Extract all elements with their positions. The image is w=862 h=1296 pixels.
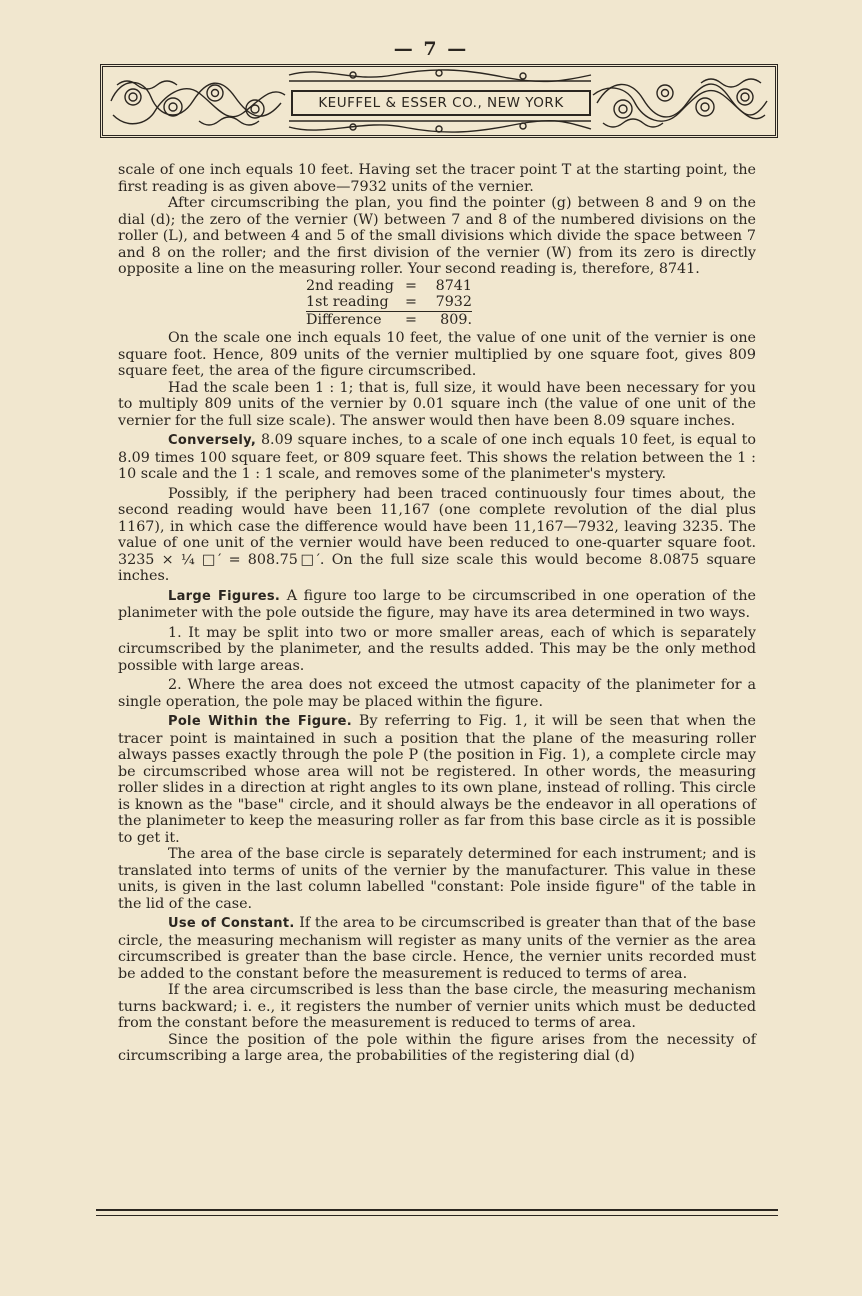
paragraph: scale of one inch equals 10 feet. Having set the tracer point T at the starting point, the first reading is as given above—7932 units of the vernier. <box>118 162 756 195</box>
paragraph: Since the position of the pole within the figure arises from the necessity of circumscribing a large area, the probabilities of the registering dial (d) <box>118 1031 756 1064</box>
run-in-heading: Use of Constant. <box>168 916 295 931</box>
paragraph: Had the scale been 1 : 1; that is, full size, it would have been necessary for you to multiply 809 units of the vernier by 0.01 square inch (the value of one unit of the vernier for the full size scale). The answer would then have been 8.09 square inches. <box>118 379 756 429</box>
calc-label: Difference <box>306 311 382 328</box>
footer-rule <box>96 1209 778 1211</box>
paragraph-text: By referring to Fig. 1, it will be seen that when the tracer point is maintained in such a position that the plane of the measuring roller always passes exactly through the pole P (the position in Fig. 1), a complete circle may be circumscribed whose area will not be registered. In other words, the measuring roller slides in a direction at right angles to its own plane, instead of rolling. This circle is known as the "base" circle, and it should always be the endeavor in all operations of the planimeter to keep the measuring roller as far from this base circle as it is possible to get it. <box>118 713 756 846</box>
paragraph <box>118 588 756 622</box>
paragraph <box>118 915 756 982</box>
paragraph: On the scale one inch equals 10 feet, the value of one unit of the vernier is one square foot. Hence, 809 units of the vernier multiplied by one square foot, gives 809 square feet, the area of the figure circumscribed. <box>118 330 756 379</box>
calc-row <box>306 278 472 295</box>
run-in-heading: Pole Within the Figure. <box>168 714 353 729</box>
paragraph-text: A figure too large to be circumscribed in one operation of the planimeter with the pole outside the figure, may have its area determined in two ways. <box>118 587 756 621</box>
paragraph <box>118 432 756 483</box>
calc-equals: = <box>405 277 417 294</box>
calc-equals: = <box>405 311 417 328</box>
company-banner-label: KEUFFEL & ESSER CO., NEW YORK <box>291 90 591 116</box>
paragraph <box>118 713 756 846</box>
paragraph-text: 8.09 square inches, to a scale of one inch equals 10 feet, is equal to 8.09 times 100 square feet, or 809 square feet. This shows the relation between the 1 : 10 scale and the 1 : 1 scale, and removes some of the planimeter's mystery. <box>118 432 756 482</box>
paragraph: 2. Where the area does not exceed the utmost capacity of the planimeter for a single operation, the pole may be placed within the figure. <box>118 677 756 710</box>
paragraph: If the area circumscribed is less than the base circle, the measuring mechanism turns backward; i. e., it registers the number of vernier units which must be deducted from the constant before the measurement is reduced to terms of area. <box>118 982 756 1031</box>
calc-value: 7932 <box>435 294 472 310</box>
calc-row <box>306 294 472 312</box>
calc-equals: = <box>405 294 417 310</box>
run-in-heading: Large Figures. <box>168 588 281 604</box>
calc-row <box>306 312 472 329</box>
footer-rule <box>96 1215 778 1216</box>
reading-calculation <box>306 278 472 329</box>
calc-label: 2nd reading <box>306 277 394 294</box>
header-banner <box>100 64 778 138</box>
paragraph: Possibly, if the periphery had been traced continuously four times about, the second reading would have been 11,167 (one complete revolution of the dial plus 1167), in which case the difference would have been 11,167—7932, leaving 3235. The value of one unit of the vernier would have been reduced to one-quarter square foot. 3235 × ¼ □′ = 808.75□′. On the full size scale this would become 8.0875 square inches. <box>118 485 756 584</box>
body-text <box>118 162 756 1065</box>
calc-value: 8741 <box>435 277 472 294</box>
run-in-heading: Conversely, <box>168 433 257 448</box>
page-number: — 7 — <box>393 38 469 60</box>
paragraph: After circumscribing the plan, you find the pointer (g) between 8 and 9 on the dial (d); the zero of the vernier (W) between 7 and 8 of the numbered divisions on the roller (L), and between 4 and 5 of the small divisions which divide the space between 7 and 8 on the roller; and the first division of the vernier (W) from its zero is directly opposite a line on the measuring roller. Your second reading is, therefore, 8741. <box>118 195 756 277</box>
paragraph-text: If the area to be circumscribed is greater than that of the base circle, the measuring mechanism will register as many units of the vernier as the area circumscribed is greater than the base circle. Hence, the vernier units recorded must be added to the constant before the measurement is reduced to terms of area. <box>118 915 756 982</box>
paragraph: 1. It may be split into two or more smaller areas, each of which is separately circumscribed by the planimeter, and the results added. This may be the only method possible with large areas. <box>118 624 756 674</box>
paragraph: The area of the base circle is separately determined for each instrument; and is translated into terms of units of the vernier by the manufacturer. This value in these units, is given in the last column labelled "constant: Pole inside figure" of the table in the lid of the case. <box>118 846 756 912</box>
calc-value: 809. <box>440 311 472 328</box>
calc-label: 1st reading <box>306 294 389 310</box>
